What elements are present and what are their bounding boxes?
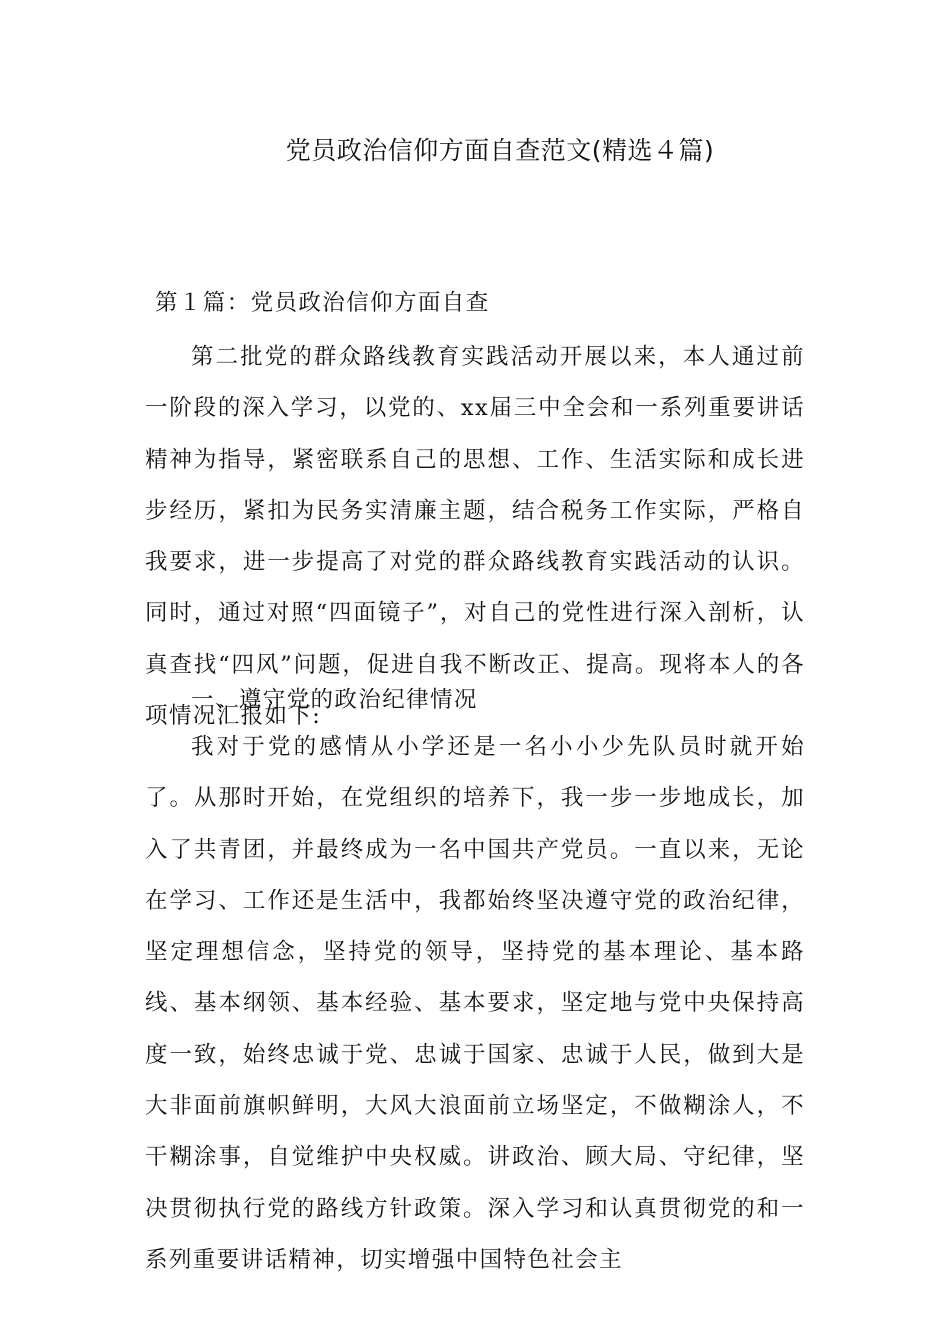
section-heading: 第１篇：党员政治信仰方面自查 <box>155 290 490 316</box>
document-title: 党员政治信仰方面自查范文(精选４篇) <box>285 136 715 165</box>
subheading-political-discipline: 一、遵守党的政治纪律情况 <box>191 687 478 713</box>
paragraph-intro: 第二批党的群众路线教育实践活动开展以来，本人通过前一阶段的深入学习，以党的、xx届三中全会和一系列重要讲话精神为指导，紧密联系自己的思想、工作、生活实际和成长进步经历，紧扣为民务实清廉主题，结合税务工作实际，严格自我要求，进一步提高了对党的群众路线教育实践活动的认识。同时，通过对照“四面镜子”，对自己的党性进行深入剖析，认真查找“四风”问题，促进自我不断改正、提高。现将本人的各项情况汇报如下: <box>145 344 805 730</box>
paragraph-political-discipline: 我对于党的感情从小学还是一名小小少先队员时就开始了。从那时开始，在党组织的培养下，我一步一步地成长，加入了共青团，并最终成为一名中国共产党员。一直以来，无论在学习、工作还是生活中，我都始终坚决遵守党的政治纪律，坚定理想信念，坚持党的领导，坚持党的基本理论、基本路线、基本纲领、基本经验、基本要求，坚定地与党中央保持高度一致，始终忠诚于党、忠诚于国家、忠诚于人民，做到大是大非面前旗帜鲜明，大风大浪面前立场坚定，不做糊涂人，不干糊涂事，自觉维护中央权威。讲政治、顾大局、守纪律，坚决贯彻执行党的路线方针政策。深入学习和认真贯彻党的和一系列重要讲话精神，切实增强中国特色社会主 <box>145 734 805 1273</box>
